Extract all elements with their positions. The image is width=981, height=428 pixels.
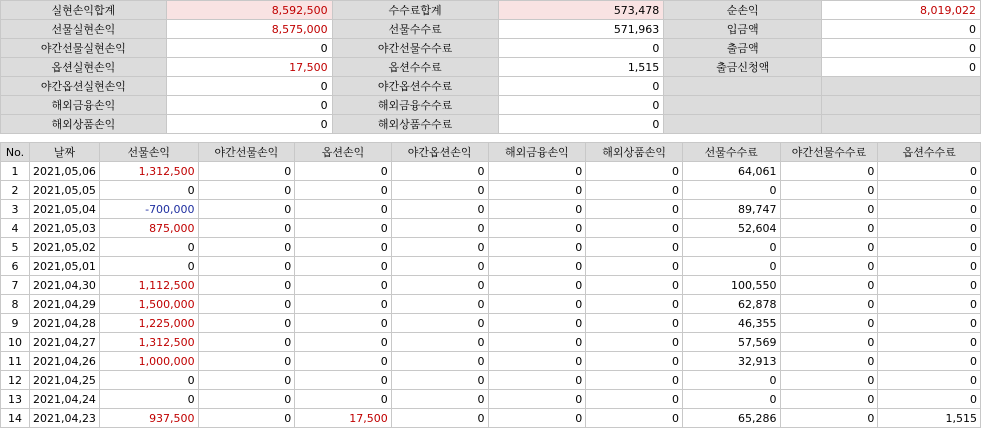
table-cell: 0	[295, 276, 392, 295]
table-cell: 0	[780, 371, 878, 390]
table-cell: 2021,04,29	[29, 295, 99, 314]
table-row[interactable]	[1, 200, 981, 219]
table-cell: 0	[682, 257, 780, 276]
summary-empty-cell	[822, 96, 981, 115]
summary-value: 8,575,000	[166, 20, 332, 39]
table-cell: 0	[780, 276, 878, 295]
summary-label: 해외상품손익	[1, 115, 167, 134]
summary-value: 17,500	[166, 58, 332, 77]
table-cell: 0	[198, 409, 295, 428]
column-header[interactable]: 날짜	[29, 143, 99, 162]
summary-label: 야간옵션실현손익	[1, 77, 167, 96]
summary-row	[1, 115, 981, 134]
summary-row	[1, 96, 981, 115]
table-cell: 13	[1, 390, 30, 409]
table-cell: 0	[391, 238, 488, 257]
summary-value: 0	[822, 58, 981, 77]
table-cell: 0	[198, 181, 295, 200]
table-cell: 1,500,000	[99, 295, 198, 314]
table-cell: 2021,05,02	[29, 238, 99, 257]
summary-row	[1, 58, 981, 77]
table-cell: 0	[878, 295, 981, 314]
table-cell: 0	[295, 390, 392, 409]
table-cell: 0	[295, 352, 392, 371]
column-header[interactable]: 옵션손익	[295, 143, 392, 162]
table-cell: 0	[295, 181, 392, 200]
table-row[interactable]	[1, 238, 981, 257]
table-cell: 0	[780, 200, 878, 219]
table-cell: 0	[198, 390, 295, 409]
table-cell: 2021,04,24	[29, 390, 99, 409]
summary-value: 0	[498, 39, 664, 58]
table-cell: 0	[586, 371, 683, 390]
table-cell: 0	[780, 314, 878, 333]
table-cell: 0	[99, 238, 198, 257]
summary-grid	[0, 0, 981, 134]
table-cell: 0	[488, 200, 586, 219]
table-cell: 0	[488, 371, 586, 390]
table-cell: 0	[780, 162, 878, 181]
table-cell: 0	[586, 276, 683, 295]
summary-row	[1, 1, 981, 20]
table-cell: 0	[488, 219, 586, 238]
table-cell: 0	[878, 352, 981, 371]
summary-value: 0	[498, 96, 664, 115]
table-cell: 2021,05,05	[29, 181, 99, 200]
table-cell: 0	[391, 181, 488, 200]
summary-label: 옵션수수료	[332, 58, 498, 77]
table-cell: 0	[391, 390, 488, 409]
table-cell: 0	[488, 162, 586, 181]
summary-empty-cell	[664, 96, 822, 115]
table-cell: 0	[878, 276, 981, 295]
table-cell: 10	[1, 333, 30, 352]
table-cell: -700,000	[99, 200, 198, 219]
table-cell: 0	[198, 200, 295, 219]
table-cell: 0	[878, 238, 981, 257]
table-cell: 0	[682, 181, 780, 200]
column-header[interactable]: No.	[1, 143, 30, 162]
table-cell: 0	[99, 181, 198, 200]
table-cell: 6	[1, 257, 30, 276]
summary-label: 옵션실현손익	[1, 58, 167, 77]
table-cell: 0	[586, 162, 683, 181]
table-row[interactable]	[1, 162, 981, 181]
table-cell: 0	[488, 333, 586, 352]
table-cell: 0	[878, 257, 981, 276]
table-cell: 0	[295, 314, 392, 333]
table-cell: 0	[586, 181, 683, 200]
table-cell: 0	[198, 162, 295, 181]
table-cell: 1,000,000	[99, 352, 198, 371]
summary-label: 선물수수료	[332, 20, 498, 39]
summary-value: 0	[166, 115, 332, 134]
table-cell: 0	[295, 371, 392, 390]
table-cell: 89,747	[682, 200, 780, 219]
table-cell: 0	[198, 219, 295, 238]
summary-label: 입금액	[664, 20, 822, 39]
daily-pnl-table[interactable]	[0, 142, 981, 428]
column-header[interactable]: 선물손익	[99, 143, 198, 162]
table-cell: 0	[99, 257, 198, 276]
table-cell: 0	[878, 200, 981, 219]
table-cell: 0	[198, 371, 295, 390]
table-cell: 12	[1, 371, 30, 390]
table-cell: 1,515	[878, 409, 981, 428]
table-cell: 0	[295, 162, 392, 181]
summary-label: 해외금융수수료	[332, 96, 498, 115]
table-cell: 0	[488, 181, 586, 200]
table-cell: 0	[586, 295, 683, 314]
table-row[interactable]	[1, 295, 981, 314]
table-cell: 0	[391, 200, 488, 219]
table-cell: 0	[295, 333, 392, 352]
table-cell: 0	[780, 219, 878, 238]
table-cell: 1,225,000	[99, 314, 198, 333]
column-header[interactable]: 해외상품손익	[586, 143, 683, 162]
table-cell: 0	[488, 276, 586, 295]
table-cell: 100,550	[682, 276, 780, 295]
summary-label: 야간선물실현손익	[1, 39, 167, 58]
summary-row	[1, 39, 981, 58]
table-cell: 1,312,500	[99, 162, 198, 181]
summary-value: 8,592,500	[166, 1, 332, 20]
table-cell: 64,061	[682, 162, 780, 181]
table-cell: 0	[682, 371, 780, 390]
table-cell: 0	[780, 257, 878, 276]
table-cell: 0	[198, 257, 295, 276]
table-cell: 0	[488, 390, 586, 409]
table-cell: 0	[780, 390, 878, 409]
table-cell: 0	[99, 371, 198, 390]
table-cell: 0	[586, 352, 683, 371]
table-cell: 0	[198, 238, 295, 257]
summary-value: 8,019,022	[822, 1, 981, 20]
table-cell: 0	[391, 409, 488, 428]
table-cell: 8	[1, 295, 30, 314]
table-cell: 0	[391, 314, 488, 333]
table-cell: 2021,04,23	[29, 409, 99, 428]
table-cell: 0	[198, 314, 295, 333]
table-cell: 0	[878, 219, 981, 238]
summary-value: 0	[822, 20, 981, 39]
table-cell: 0	[682, 390, 780, 409]
column-header[interactable]: 야간옵션손익	[391, 143, 488, 162]
table-cell: 0	[198, 295, 295, 314]
table-cell: 0	[586, 409, 683, 428]
summary-label: 출금신청액	[664, 58, 822, 77]
table-cell: 937,500	[99, 409, 198, 428]
summary-label: 해외상품수수료	[332, 115, 498, 134]
table-cell: 2	[1, 181, 30, 200]
summary-row	[1, 20, 981, 39]
summary-value: 0	[822, 39, 981, 58]
table-cell: 0	[295, 295, 392, 314]
summary-value: 0	[498, 115, 664, 134]
table-cell: 2021,05,06	[29, 162, 99, 181]
table-cell: 2021,04,26	[29, 352, 99, 371]
table-cell: 3	[1, 200, 30, 219]
table-cell: 17,500	[295, 409, 392, 428]
table-cell: 0	[780, 295, 878, 314]
table-row[interactable]	[1, 181, 981, 200]
summary-label: 수수료합계	[332, 1, 498, 20]
table-cell: 0	[391, 276, 488, 295]
summary-label: 출금액	[664, 39, 822, 58]
table-cell: 0	[488, 409, 586, 428]
table-cell: 0	[391, 295, 488, 314]
table-cell: 0	[780, 238, 878, 257]
table-header-row	[1, 143, 981, 162]
table-row[interactable]	[1, 409, 981, 428]
table-cell: 0	[878, 181, 981, 200]
table-cell: 1,112,500	[99, 276, 198, 295]
column-header[interactable]: 옵션수수료	[878, 143, 981, 162]
table-row[interactable]	[1, 314, 981, 333]
summary-value: 0	[166, 96, 332, 115]
summary-value: 0	[166, 39, 332, 58]
table-cell: 0	[878, 162, 981, 181]
table-cell: 0	[586, 200, 683, 219]
table-cell: 0	[878, 333, 981, 352]
table-cell: 0	[391, 352, 488, 371]
summary-label: 해외금융손익	[1, 96, 167, 115]
summary-label: 순손익	[664, 1, 822, 20]
table-row[interactable]	[1, 276, 981, 295]
table-cell: 0	[586, 238, 683, 257]
table-cell: 0	[488, 238, 586, 257]
table-cell: 2021,04,30	[29, 276, 99, 295]
table-cell: 0	[878, 371, 981, 390]
column-header[interactable]: 선물수수료	[682, 143, 780, 162]
table-cell: 2021,04,25	[29, 371, 99, 390]
table-cell: 0	[780, 333, 878, 352]
table-cell: 5	[1, 238, 30, 257]
table-cell: 62,878	[682, 295, 780, 314]
table-cell: 0	[391, 333, 488, 352]
table-cell: 32,913	[682, 352, 780, 371]
summary-empty-cell	[664, 115, 822, 134]
table-cell: 0	[488, 314, 586, 333]
table-cell: 0	[780, 409, 878, 428]
table-cell: 7	[1, 276, 30, 295]
table-cell: 0	[295, 200, 392, 219]
summary-label: 선물실현손익	[1, 20, 167, 39]
summary-empty-cell	[822, 115, 981, 134]
summary-value: 0	[166, 77, 332, 96]
table-cell: 57,569	[682, 333, 780, 352]
table-cell: 0	[295, 219, 392, 238]
summary-empty-cell	[822, 77, 981, 96]
table-cell: 65,286	[682, 409, 780, 428]
column-header[interactable]: 해외금융손익	[488, 143, 586, 162]
table-cell: 0	[878, 314, 981, 333]
table-cell: 0	[391, 219, 488, 238]
summary-label: 야간선물수수료	[332, 39, 498, 58]
summary-label: 야간옵션수수료	[332, 77, 498, 96]
table-cell: 0	[586, 314, 683, 333]
table-cell: 0	[295, 257, 392, 276]
table-cell: 0	[488, 257, 586, 276]
table-cell: 0	[586, 333, 683, 352]
table-cell: 14	[1, 409, 30, 428]
table-cell: 0	[488, 295, 586, 314]
table-cell: 0	[780, 352, 878, 371]
table-row[interactable]	[1, 219, 981, 238]
table-cell: 0	[780, 181, 878, 200]
summary-value: 571,963	[498, 20, 664, 39]
table-cell: 0	[198, 333, 295, 352]
table-row[interactable]	[1, 352, 981, 371]
column-header[interactable]: 야간선물손익	[198, 143, 295, 162]
column-header[interactable]: 야간선물수수료	[780, 143, 878, 162]
table-cell: 11	[1, 352, 30, 371]
summary-value: 0	[498, 77, 664, 96]
summary-value: 1,515	[498, 58, 664, 77]
table-cell: 0	[295, 238, 392, 257]
table-cell: 1	[1, 162, 30, 181]
table-cell: 0	[586, 219, 683, 238]
table-row[interactable]	[1, 371, 981, 390]
table-row[interactable]	[1, 333, 981, 352]
table-cell: 0	[878, 390, 981, 409]
table-cell: 0	[99, 390, 198, 409]
table-cell: 0	[682, 238, 780, 257]
table-cell: 2021,05,03	[29, 219, 99, 238]
table-cell: 4	[1, 219, 30, 238]
table-cell: 0	[586, 257, 683, 276]
table-cell: 0	[391, 162, 488, 181]
table-cell: 2021,04,27	[29, 333, 99, 352]
table-cell: 2021,05,01	[29, 257, 99, 276]
table-row[interactable]	[1, 257, 981, 276]
summary-value: 573,478	[498, 1, 664, 20]
table-cell: 46,355	[682, 314, 780, 333]
table-cell: 0	[488, 352, 586, 371]
table-row[interactable]	[1, 390, 981, 409]
table-cell: 52,604	[682, 219, 780, 238]
table-cell: 0	[391, 371, 488, 390]
table-cell: 0	[198, 352, 295, 371]
table-cell: 1,312,500	[99, 333, 198, 352]
summary-row	[1, 77, 981, 96]
table-cell: 2021,04,28	[29, 314, 99, 333]
table-cell: 0	[391, 257, 488, 276]
summary-empty-cell	[664, 77, 822, 96]
summary-label: 실현손익합계	[1, 1, 167, 20]
table-cell: 0	[586, 390, 683, 409]
table-cell: 2021,05,04	[29, 200, 99, 219]
table-cell: 9	[1, 314, 30, 333]
table-cell: 875,000	[99, 219, 198, 238]
table-cell: 0	[198, 276, 295, 295]
